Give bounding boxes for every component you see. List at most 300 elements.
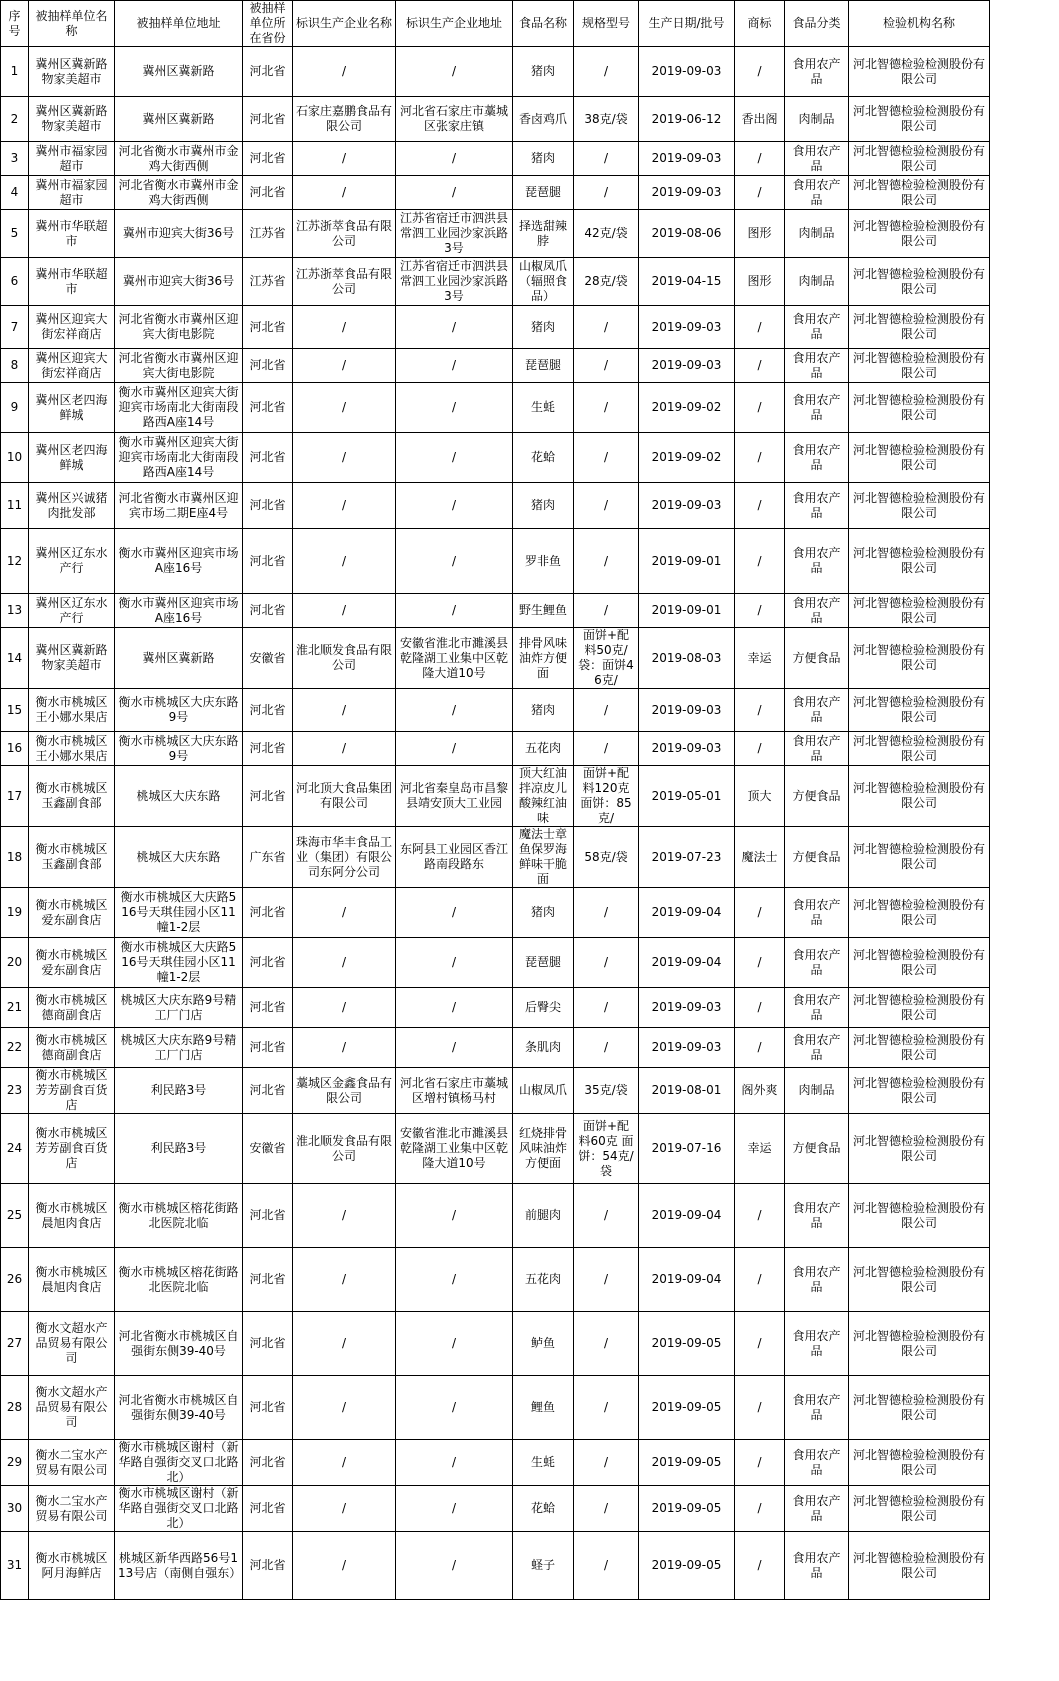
- table-row: [1, 483, 990, 529]
- table-cell: 猪肉: [513, 47, 574, 97]
- table-cell: 衡水市冀州区迎宾市场A座16号: [115, 529, 243, 594]
- header-cell: 标识生产企业名称: [293, 1, 396, 47]
- table-cell: /: [396, 529, 513, 594]
- table-cell: 河北智德检验检测股份有限公司: [849, 689, 990, 732]
- table-cell: 21: [1, 988, 29, 1028]
- table-cell: /: [574, 142, 639, 176]
- table-cell: 江苏浙萃食品有限公司: [293, 210, 396, 258]
- table-cell: 26: [1, 1248, 29, 1312]
- table-cell: 食用农产品: [785, 306, 849, 349]
- table-cell: 9: [1, 383, 29, 433]
- table-cell: 河北智德检验检测股份有限公司: [849, 1114, 990, 1184]
- table-cell: 2019-09-03: [639, 142, 735, 176]
- table-cell: 河北省衡水市桃城区自强街东侧39-40号: [115, 1312, 243, 1376]
- table-cell: 河北省石家庄市藁城区张家庄镇: [396, 97, 513, 142]
- table-cell: 食用农产品: [785, 1184, 849, 1248]
- table-cell: /: [396, 594, 513, 628]
- table-cell: /: [574, 383, 639, 433]
- table-cell: 2019-09-04: [639, 888, 735, 938]
- table-cell: /: [293, 1532, 396, 1600]
- table-cell: /: [574, 1440, 639, 1486]
- table-cell: 江苏浙萃食品有限公司: [293, 258, 396, 306]
- header-cell: 被抽样单位名称: [29, 1, 115, 47]
- table-cell: 河北智德检验检测股份有限公司: [849, 176, 990, 210]
- table-cell: 衡水市冀州区迎宾大街迎宾市场南北大街南段路西A座14号: [115, 383, 243, 433]
- table-row: [1, 689, 990, 732]
- table-cell: 4: [1, 176, 29, 210]
- header-cell: 食品分类: [785, 1, 849, 47]
- table-cell: 食用农产品: [785, 1486, 849, 1532]
- table-cell: 食用农产品: [785, 433, 849, 483]
- table-cell: /: [293, 176, 396, 210]
- header-cell: 检验机构名称: [849, 1, 990, 47]
- table-cell: 河北省秦皇岛市昌黎县靖安顶大工业园: [396, 766, 513, 827]
- table-cell: /: [574, 483, 639, 529]
- table-cell: 珠海市华丰食品工业（集团）有限公司东阿分公司: [293, 827, 396, 888]
- table-cell: 河北省: [243, 176, 293, 210]
- table-cell: /: [293, 1248, 396, 1312]
- table-cell: 冀州区老四海鲜城: [29, 433, 115, 483]
- table-cell: 食用农产品: [785, 142, 849, 176]
- table-cell: 衡水市冀州区迎宾市场A座16号: [115, 594, 243, 628]
- table-cell: 2019-08-03: [639, 628, 735, 689]
- table-row: [1, 1028, 990, 1068]
- table-cell: 20: [1, 938, 29, 988]
- table-row: [1, 1068, 990, 1114]
- table-cell: 7: [1, 306, 29, 349]
- table-cell: /: [735, 888, 785, 938]
- table-cell: 幸运: [735, 628, 785, 689]
- table-cell: 江苏省宿迁市泗洪县常泗工业园沙家浜路3号: [396, 210, 513, 258]
- table-cell: 藁城区金鑫食品有限公司: [293, 1068, 396, 1114]
- table-cell: 桃城区大庆东路: [115, 766, 243, 827]
- table-row: [1, 888, 990, 938]
- table-cell: 2019-07-23: [639, 827, 735, 888]
- table-cell: 衡水市桃城区榕花街路北医院北临: [115, 1184, 243, 1248]
- table-cell: /: [735, 383, 785, 433]
- table-cell: /: [735, 1312, 785, 1376]
- table-cell: 石家庄嘉鹏食品有限公司: [293, 97, 396, 142]
- table-cell: /: [735, 689, 785, 732]
- table-cell: 河北省: [243, 1248, 293, 1312]
- table-cell: 河北省衡水市冀州区迎宾大街电影院: [115, 306, 243, 349]
- table-cell: 冀州区冀新路: [115, 97, 243, 142]
- table-cell: 猪肉: [513, 142, 574, 176]
- table-cell: 23: [1, 1068, 29, 1114]
- table-cell: 24: [1, 1114, 29, 1184]
- table-cell: 冀州区辽东水产行: [29, 594, 115, 628]
- table-row: [1, 1376, 990, 1440]
- table-cell: /: [574, 1184, 639, 1248]
- table-cell: 衡水市桃城区谢村（新华路自强街交叉口北路北）: [115, 1440, 243, 1486]
- table-cell: 淮北顺发食品有限公司: [293, 1114, 396, 1184]
- table-cell: /: [396, 988, 513, 1028]
- table-cell: 河北省: [243, 938, 293, 988]
- table-cell: 幸运: [735, 1114, 785, 1184]
- table-cell: /: [396, 732, 513, 766]
- table-cell: 桃城区新华西路56号113号店（南侧自强东）: [115, 1532, 243, 1600]
- table-cell: 山椒凤爪: [513, 1068, 574, 1114]
- table-cell: 江苏省: [243, 210, 293, 258]
- table-cell: 食用农产品: [785, 888, 849, 938]
- table-row: [1, 433, 990, 483]
- table-cell: 19: [1, 888, 29, 938]
- table-cell: /: [735, 47, 785, 97]
- table-cell: 2019-08-06: [639, 210, 735, 258]
- table-row: [1, 1532, 990, 1600]
- table-cell: /: [293, 689, 396, 732]
- table-cell: 12: [1, 529, 29, 594]
- table-cell: 13: [1, 594, 29, 628]
- table-cell: 河北智德检验检测股份有限公司: [849, 47, 990, 97]
- table-cell: 琵琶腿: [513, 938, 574, 988]
- table-cell: 27: [1, 1312, 29, 1376]
- table-cell: 山椒凤爪（辐照食品）: [513, 258, 574, 306]
- table-cell: 肉制品: [785, 258, 849, 306]
- table-row: [1, 1184, 990, 1248]
- table-cell: 冀州市迎宾大街36号: [115, 258, 243, 306]
- table-cell: 食用农产品: [785, 47, 849, 97]
- table-cell: 河北智德检验检测股份有限公司: [849, 349, 990, 383]
- table-cell: 花蛤: [513, 1486, 574, 1532]
- table-cell: 河北省: [243, 689, 293, 732]
- table-cell: 2019-09-02: [639, 383, 735, 433]
- table-cell: 面饼+配料120克 面饼：85克/: [574, 766, 639, 827]
- table-row: [1, 938, 990, 988]
- table-row: [1, 1248, 990, 1312]
- table-cell: 食用农产品: [785, 1376, 849, 1440]
- table-cell: /: [735, 483, 785, 529]
- table-cell: 顶大红油拌凉皮儿 酸辣红油味: [513, 766, 574, 827]
- table-cell: /: [396, 1248, 513, 1312]
- table-cell: 河北智德检验检测股份有限公司: [849, 594, 990, 628]
- table-cell: 河北智德检验检测股份有限公司: [849, 988, 990, 1028]
- table-cell: 安徽省淮北市濉溪县乾隆湖工业集中区乾隆大道10号: [396, 1114, 513, 1184]
- header-row: [1, 1, 990, 47]
- table-cell: /: [735, 1248, 785, 1312]
- table-cell: 冀州市福家园超市: [29, 142, 115, 176]
- table-cell: 择选甜辣脖: [513, 210, 574, 258]
- header-cell: 规格型号: [574, 1, 639, 47]
- table-cell: /: [574, 732, 639, 766]
- table-cell: 6: [1, 258, 29, 306]
- table-cell: 河北省: [243, 732, 293, 766]
- table-cell: 衡水市桃城区大庆东路9号: [115, 689, 243, 732]
- table-cell: 58克/袋: [574, 827, 639, 888]
- table-cell: 2019-09-03: [639, 689, 735, 732]
- table-cell: /: [574, 529, 639, 594]
- table-cell: /: [574, 1028, 639, 1068]
- table-cell: 衡水市桃城区玉鑫副食部: [29, 827, 115, 888]
- table-cell: 河北省: [243, 1312, 293, 1376]
- table-cell: 2019-09-03: [639, 349, 735, 383]
- table-cell: 42克/袋: [574, 210, 639, 258]
- table-cell: 河北智德检验检测股份有限公司: [849, 258, 990, 306]
- table-cell: 河北省: [243, 142, 293, 176]
- table-cell: 桃城区大庆东路9号精工厂门店: [115, 988, 243, 1028]
- table-cell: 香出阁: [735, 97, 785, 142]
- table-cell: /: [396, 689, 513, 732]
- table-cell: /: [735, 1184, 785, 1248]
- table-cell: 2019-07-16: [639, 1114, 735, 1184]
- table-cell: 河北省衡水市冀州区迎宾大街电影院: [115, 349, 243, 383]
- table-cell: /: [574, 689, 639, 732]
- table-row: [1, 1114, 990, 1184]
- table-cell: /: [735, 1440, 785, 1486]
- table-cell: /: [396, 1486, 513, 1532]
- table-cell: 河北智德检验检测股份有限公司: [849, 483, 990, 529]
- table-row: [1, 1312, 990, 1376]
- table-cell: 肉制品: [785, 97, 849, 142]
- table-cell: /: [396, 142, 513, 176]
- table-cell: 2019-04-15: [639, 258, 735, 306]
- table-cell: 冀州市华联超市: [29, 210, 115, 258]
- table-cell: /: [293, 594, 396, 628]
- table-cell: 安徽省: [243, 628, 293, 689]
- table-cell: 河北省: [243, 1532, 293, 1600]
- table-cell: 河北智德检验检测股份有限公司: [849, 529, 990, 594]
- table-cell: 食用农产品: [785, 349, 849, 383]
- table-cell: 30: [1, 1486, 29, 1532]
- table-cell: 衡水市桃城区爱东副食店: [29, 888, 115, 938]
- table-cell: 2019-09-03: [639, 47, 735, 97]
- table-cell: 2019-09-03: [639, 732, 735, 766]
- table-cell: /: [574, 1486, 639, 1532]
- table-cell: 食用农产品: [785, 1312, 849, 1376]
- table-cell: 生蚝: [513, 1440, 574, 1486]
- table-cell: 猪肉: [513, 483, 574, 529]
- table-cell: 2019-09-01: [639, 594, 735, 628]
- table-cell: 肉制品: [785, 1068, 849, 1114]
- table-cell: 蛏子: [513, 1532, 574, 1600]
- table-cell: 江苏省宿迁市泗洪县常泗工业园沙家浜路3号: [396, 258, 513, 306]
- table-cell: 冀州区冀新路: [115, 47, 243, 97]
- table-cell: 1: [1, 47, 29, 97]
- table-cell: 衡水市桃城区晨旭肉食店: [29, 1184, 115, 1248]
- table-cell: /: [396, 433, 513, 483]
- table-cell: 生蚝: [513, 383, 574, 433]
- table-row: [1, 176, 990, 210]
- table-cell: 河北智德检验检测股份有限公司: [849, 383, 990, 433]
- table-cell: 2019-09-02: [639, 433, 735, 483]
- table-cell: 8: [1, 349, 29, 383]
- table-cell: /: [293, 732, 396, 766]
- table-cell: 阁外爽: [735, 1068, 785, 1114]
- table-cell: /: [574, 938, 639, 988]
- table-cell: 河北智德检验检测股份有限公司: [849, 1184, 990, 1248]
- table-cell: 冀州区迎宾大街宏祥商店: [29, 349, 115, 383]
- table-cell: 前腿肉: [513, 1184, 574, 1248]
- table-cell: 河北智德检验检测股份有限公司: [849, 1532, 990, 1600]
- table-cell: 利民路3号: [115, 1114, 243, 1184]
- table-cell: 2019-06-12: [639, 97, 735, 142]
- table-cell: 衡水市桃城区芳芳副食百货店: [29, 1114, 115, 1184]
- table-cell: 江苏省: [243, 258, 293, 306]
- table-cell: 2019-08-01: [639, 1068, 735, 1114]
- table-cell: 冀州市迎宾大街36号: [115, 210, 243, 258]
- table-cell: 14: [1, 628, 29, 689]
- table-cell: /: [574, 888, 639, 938]
- table-cell: 河北省: [243, 1184, 293, 1248]
- table-cell: /: [396, 483, 513, 529]
- table-row: [1, 827, 990, 888]
- table-cell: 食用农产品: [785, 732, 849, 766]
- table-cell: /: [293, 888, 396, 938]
- table-cell: 2019-09-05: [639, 1532, 735, 1600]
- table-cell: 22: [1, 1028, 29, 1068]
- table-cell: 食用农产品: [785, 483, 849, 529]
- table-cell: 食用农产品: [785, 1532, 849, 1600]
- table-cell: /: [396, 47, 513, 97]
- table-row: [1, 1440, 990, 1486]
- table-cell: 东阿县工业园区香江路南段路东: [396, 827, 513, 888]
- table-cell: 食用农产品: [785, 529, 849, 594]
- table-cell: 面饼+配料60克 面饼：54克/袋: [574, 1114, 639, 1184]
- table-cell: 方便食品: [785, 1114, 849, 1184]
- table-row: [1, 383, 990, 433]
- table-cell: 河北省: [243, 306, 293, 349]
- table-cell: 河北智德检验检测股份有限公司: [849, 1486, 990, 1532]
- table-cell: 5: [1, 210, 29, 258]
- table-cell: 河北省: [243, 594, 293, 628]
- table-cell: /: [735, 988, 785, 1028]
- table-cell: 食用农产品: [785, 1440, 849, 1486]
- table-row: [1, 97, 990, 142]
- table-cell: /: [735, 176, 785, 210]
- table-cell: /: [574, 349, 639, 383]
- table-cell: /: [293, 1376, 396, 1440]
- table-cell: 河北省衡水市桃城区自强街东侧39-40号: [115, 1376, 243, 1440]
- table-cell: /: [293, 483, 396, 529]
- table-cell: 2019-09-05: [639, 1376, 735, 1440]
- table-cell: 31: [1, 1532, 29, 1600]
- table-cell: 红烧排骨风味油炸方便面: [513, 1114, 574, 1184]
- table-cell: 11: [1, 483, 29, 529]
- table-cell: 河北智德检验检测股份有限公司: [849, 1028, 990, 1068]
- table-cell: 安徽省淮北市濉溪县乾隆湖工业集中区乾隆大道10号: [396, 628, 513, 689]
- table-row: [1, 988, 990, 1028]
- table-cell: 方便食品: [785, 766, 849, 827]
- table-cell: 方便食品: [785, 827, 849, 888]
- table-cell: 食用农产品: [785, 383, 849, 433]
- table-cell: /: [396, 176, 513, 210]
- table-cell: 鲈鱼: [513, 1312, 574, 1376]
- table-cell: 河北省石家庄市藁城区增村镇杨马村: [396, 1068, 513, 1114]
- table-cell: /: [396, 1440, 513, 1486]
- table-cell: 河北省: [243, 1440, 293, 1486]
- table-cell: 衡水市桃城区晨旭肉食店: [29, 1248, 115, 1312]
- table-cell: /: [293, 349, 396, 383]
- table-cell: /: [735, 349, 785, 383]
- table-cell: 衡水市桃城区王小娜水果店: [29, 732, 115, 766]
- table-cell: /: [574, 988, 639, 1028]
- table-cell: /: [396, 1376, 513, 1440]
- table-cell: /: [396, 1312, 513, 1376]
- table-cell: 食用农产品: [785, 689, 849, 732]
- table-cell: 衡水市桃城区爱东副食店: [29, 938, 115, 988]
- table-cell: 河北省: [243, 766, 293, 827]
- table-row: [1, 732, 990, 766]
- table-cell: /: [574, 1532, 639, 1600]
- table-cell: 2019-09-01: [639, 529, 735, 594]
- table-cell: /: [293, 1440, 396, 1486]
- table-cell: 2019-09-03: [639, 988, 735, 1028]
- table-cell: /: [735, 732, 785, 766]
- table-cell: 河北智德检验检测股份有限公司: [849, 938, 990, 988]
- table-cell: 利民路3号: [115, 1068, 243, 1114]
- table-cell: 衡水市桃城区阿月海鲜店: [29, 1532, 115, 1600]
- table-cell: /: [293, 1028, 396, 1068]
- table-cell: /: [574, 1248, 639, 1312]
- table-cell: 琵琶腿: [513, 176, 574, 210]
- table-cell: 食用农产品: [785, 594, 849, 628]
- table-cell: 河北智德检验检测股份有限公司: [849, 827, 990, 888]
- table-cell: 河北省: [243, 1068, 293, 1114]
- table-cell: /: [293, 142, 396, 176]
- table-cell: 2019-05-01: [639, 766, 735, 827]
- table-cell: /: [293, 1184, 396, 1248]
- table-cell: 2019-09-03: [639, 483, 735, 529]
- table-cell: 衡水市桃城区玉鑫副食部: [29, 766, 115, 827]
- table-row: [1, 142, 990, 176]
- table-cell: 衡水市桃城区芳芳副食百货店: [29, 1068, 115, 1114]
- table-cell: /: [574, 433, 639, 483]
- table-cell: 河北省: [243, 47, 293, 97]
- table-cell: 河北智德检验检测股份有限公司: [849, 1068, 990, 1114]
- table-row: [1, 349, 990, 383]
- table-cell: 顶大: [735, 766, 785, 827]
- table-cell: 河北省衡水市冀州市金鸡大街西侧: [115, 176, 243, 210]
- table-cell: 河北省: [243, 1486, 293, 1532]
- table-cell: 食用农产品: [785, 1248, 849, 1312]
- table-cell: 2019-09-03: [639, 1028, 735, 1068]
- table-cell: 衡水文超水产品贸易有限公司: [29, 1376, 115, 1440]
- table-cell: 琵琶腿: [513, 349, 574, 383]
- table-cell: 冀州区冀新路物家美超市: [29, 47, 115, 97]
- table-cell: /: [735, 938, 785, 988]
- table-cell: 衡水市桃城区德商副食店: [29, 988, 115, 1028]
- table-cell: 食用农产品: [785, 988, 849, 1028]
- table-cell: 衡水市桃城区谢村（新华路自强街交叉口北路北）: [115, 1486, 243, 1532]
- table-cell: 28克/袋: [574, 258, 639, 306]
- table-cell: 后臀尖: [513, 988, 574, 1028]
- table-cell: 衡水市桃城区大庆路516号天琪佳园小区11幢1-2层: [115, 888, 243, 938]
- table-cell: /: [396, 1184, 513, 1248]
- table-row: [1, 47, 990, 97]
- table-cell: /: [293, 47, 396, 97]
- table-cell: 衡水文超水产品贸易有限公司: [29, 1312, 115, 1376]
- table-cell: 2019-09-04: [639, 1248, 735, 1312]
- header-cell: 标识生产企业地址: [396, 1, 513, 47]
- table-cell: 衡水市冀州区迎宾大街迎宾市场南北大街南段路西A座14号: [115, 433, 243, 483]
- table-cell: 18: [1, 827, 29, 888]
- table-row: [1, 210, 990, 258]
- table-cell: 2019-09-03: [639, 176, 735, 210]
- table-cell: 10: [1, 433, 29, 483]
- table-row: [1, 258, 990, 306]
- table-cell: 河北省: [243, 1028, 293, 1068]
- table-cell: /: [293, 938, 396, 988]
- table-cell: 衡水市桃城区大庆路516号天琪佳园小区11幢1-2层: [115, 938, 243, 988]
- table-cell: 16: [1, 732, 29, 766]
- table-cell: 冀州区冀新路物家美超市: [29, 628, 115, 689]
- table-cell: 2: [1, 97, 29, 142]
- table-cell: 2019-09-03: [639, 306, 735, 349]
- table-cell: /: [735, 433, 785, 483]
- table-row: [1, 628, 990, 689]
- table-cell: 冀州市华联超市: [29, 258, 115, 306]
- table-cell: 28: [1, 1376, 29, 1440]
